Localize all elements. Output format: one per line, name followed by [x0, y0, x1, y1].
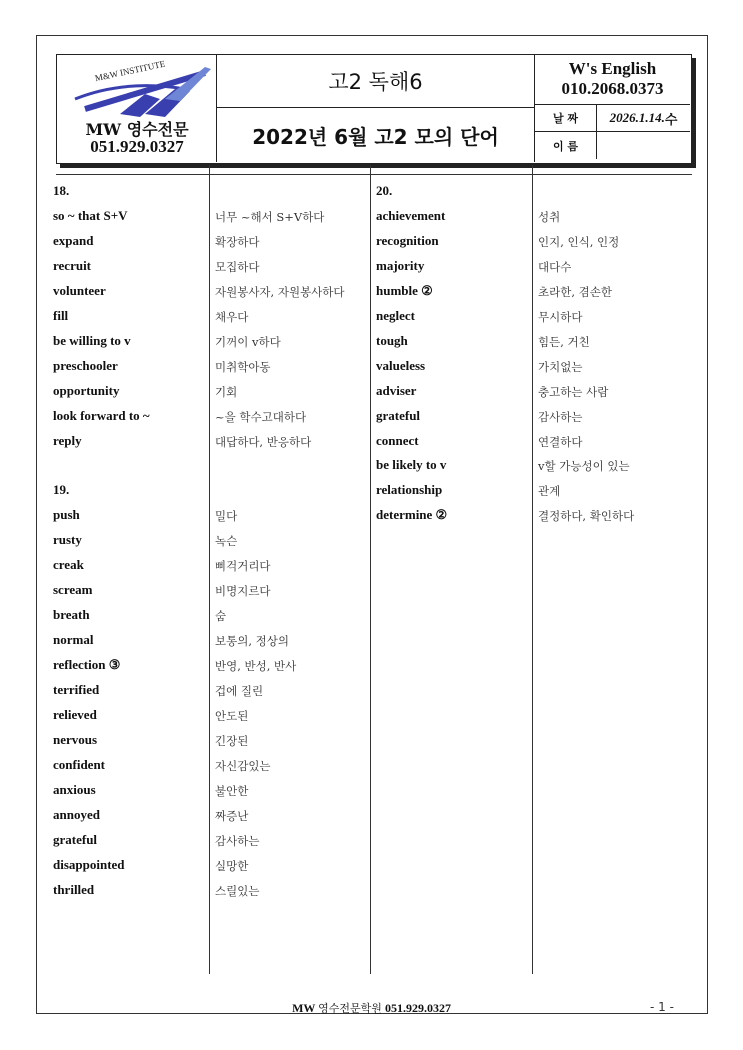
vocab-term: relationship	[376, 482, 443, 498]
vocab-meaning: 힘든, 거친	[538, 334, 590, 349]
vocab-term: anxious	[53, 781, 96, 797]
worksheet-header	[56, 54, 692, 164]
vocab-meaning: 자원봉사자, 자원봉사하다	[215, 284, 345, 299]
vocab-term: relieved	[53, 706, 97, 722]
vocab-meaning: 밀다	[215, 509, 238, 524]
footer-academy-name: 영수전문학원	[318, 1002, 382, 1015]
vocab-meaning: v할 가능성이 있는	[538, 459, 630, 474]
vocab-term: tough	[376, 332, 408, 348]
vocab-meaning: 실망한	[215, 858, 249, 873]
vocab-meaning: 대다수	[538, 259, 572, 274]
vocab-meaning: 확장하다	[215, 234, 260, 249]
vocab-term: rusty	[53, 532, 82, 548]
vocab-meaning: 인지, 인식, 인정	[538, 234, 620, 249]
vocab-term: scream	[53, 582, 93, 598]
name-label: 이 름	[535, 132, 597, 159]
vocab-term: creak	[53, 557, 84, 573]
column-divider-1	[209, 165, 210, 974]
vocab-meaning: 안도된	[215, 708, 249, 723]
svg-text:M&W INSTITUTE: M&W INSTITUTE	[93, 59, 167, 84]
page-frame	[36, 35, 708, 1014]
vocab-meaning: 기회	[215, 384, 238, 399]
vocab-term: opportunity	[53, 382, 120, 398]
vocab-meaning: 대답하다, 반응하다	[215, 434, 312, 449]
logo-name: MW 영수전문	[85, 120, 189, 139]
date-row	[535, 105, 690, 132]
vocab-meaning: 삐걱거리다	[215, 559, 271, 574]
brand-block	[535, 55, 690, 105]
vocab-meaning: 짜증난	[215, 808, 249, 823]
vocab-term: connect	[376, 432, 419, 448]
vocab-meaning: 성취	[538, 209, 561, 224]
vocab-term: expand	[53, 232, 94, 248]
vocab-meaning: 채우다	[215, 309, 249, 324]
column-divider-3	[532, 165, 533, 974]
vocab-term: so ~ that S+V	[53, 207, 128, 223]
vocab-term: volunteer	[53, 282, 106, 298]
section-label: 20.	[376, 183, 393, 198]
vocab-meaning: 관계	[538, 484, 561, 499]
vocab-meaning: ~을 학수고대하다	[215, 409, 307, 424]
date-value: 2026.1.14.	[609, 110, 665, 125]
date-day: 수	[664, 112, 678, 128]
brand-name: W's English	[568, 59, 657, 78]
vocab-term: be likely to v	[376, 457, 447, 473]
vocab-term: valueless	[376, 357, 426, 373]
vocab-term: preschooler	[53, 357, 118, 373]
vocab-term: adviser	[376, 382, 417, 398]
vocab-term: recruit	[53, 257, 92, 273]
vocab-meaning: 자신감있는	[215, 758, 271, 773]
footer-phone: 051.929.0327	[384, 1001, 451, 1015]
vocab-term: breath	[53, 607, 90, 623]
vocab-meaning: 연결하다	[538, 434, 583, 449]
name-field[interactable]	[597, 132, 690, 159]
vocab-meaning: 미취학아동	[215, 359, 271, 374]
vocab-meaning: 겁에 질린	[215, 684, 264, 698]
vocab-meaning: 반영, 반성, 반사	[215, 659, 297, 674]
logo-phone: 051.929.0327	[90, 137, 184, 156]
worksheet-subtitle: 2022년 6월 고2 모의 단어	[252, 124, 499, 149]
institute-logo	[65, 59, 213, 119]
worksheet-title: 고2 독해6	[217, 55, 534, 108]
vocab-term: grateful	[376, 407, 421, 423]
vocab-term: push	[53, 507, 80, 523]
vocab-meaning: 긴장된	[215, 733, 249, 748]
vocab-meaning: 보통의, 정상의	[215, 634, 289, 649]
section-label: 19.	[53, 482, 70, 498]
date-field[interactable]	[597, 105, 690, 131]
vocab-meaning: 너무 ~해서 S+V하다	[215, 209, 325, 224]
vocab-term: annoyed	[53, 806, 100, 822]
vocab-term: reflection ③	[53, 657, 121, 673]
vocab-term: majority	[376, 257, 425, 273]
vocab-meaning: 숨	[215, 609, 227, 624]
brand-phone: 010.2068.0373	[561, 79, 664, 98]
vocab-meaning: 모집하다	[215, 259, 260, 274]
vocab-term: confident	[53, 756, 105, 772]
vocab-meaning: 불안한	[215, 783, 249, 798]
vocab-meaning: 초라한, 겸손한	[538, 284, 612, 299]
vocab-term: terrified	[53, 682, 100, 697]
vocab-term: achievement	[376, 207, 446, 223]
vocab-meaning: 기꺼이 v하다	[215, 334, 281, 349]
logo-cell	[57, 55, 217, 162]
vocab-term: disappointed	[53, 856, 125, 872]
vocab-meaning: 가치없는	[538, 359, 583, 374]
vocab-meaning: 충고하는 사람	[538, 384, 609, 399]
vocab-term: reply	[53, 432, 82, 448]
vocab-meaning: 감사하는	[215, 833, 260, 848]
vocab-meaning: 녹슨	[215, 534, 238, 549]
vocab-meaning: 비명지르다	[215, 584, 271, 599]
vocab-term: normal	[53, 632, 94, 648]
vocab-meaning: 스릴있는	[215, 883, 260, 898]
vocab-term: nervous	[53, 731, 98, 747]
vocab-meaning: 결정하다, 확인하다	[538, 509, 635, 524]
vocab-term: fill	[53, 307, 69, 323]
vocab-term: determine ②	[376, 507, 448, 523]
name-row	[535, 132, 690, 159]
vocab-term: humble ②	[376, 282, 433, 298]
section-label: 18.	[53, 183, 70, 198]
column-divider-2	[370, 165, 371, 974]
date-label: 날 짜	[535, 105, 597, 131]
vocab-term: grateful	[53, 831, 98, 847]
vocab-term: thrilled	[53, 881, 95, 897]
page-number: - 1 -	[650, 1000, 674, 1014]
vocab-meaning: 무시하다	[538, 309, 583, 324]
footer-academy	[0, 1000, 743, 1016]
title-cell	[217, 55, 535, 162]
vocab-term: look forward to ~	[53, 407, 150, 423]
footer-brand: MW	[292, 1001, 316, 1015]
vocab-meaning: 감사하는	[538, 409, 583, 424]
info-cell	[535, 55, 690, 162]
vocab-term: be willing to v	[53, 332, 131, 348]
header-divider-line	[56, 174, 692, 175]
vocab-term: neglect	[376, 307, 415, 323]
vocab-term: recognition	[376, 232, 439, 248]
